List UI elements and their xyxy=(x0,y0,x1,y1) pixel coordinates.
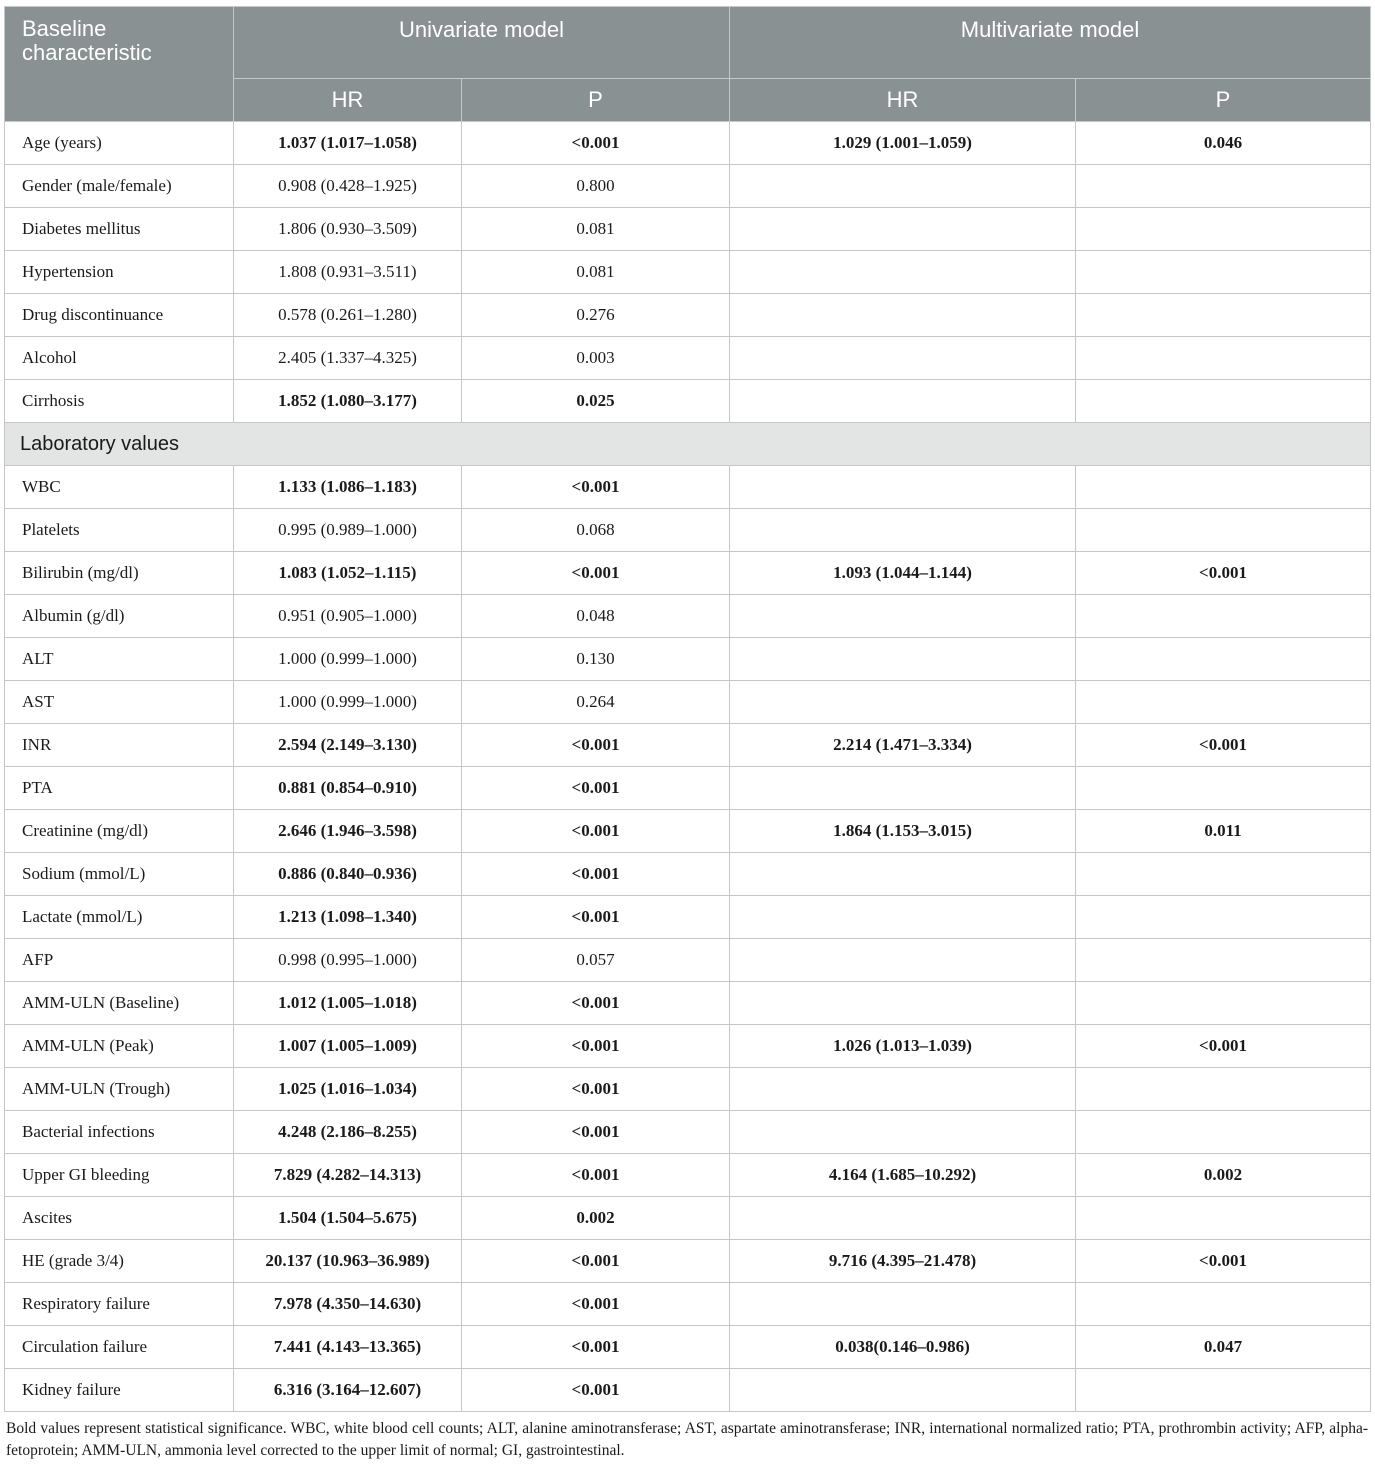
row-label: Gender (male/female) xyxy=(5,165,234,208)
table-row xyxy=(5,810,1371,853)
univariate-p-cell: <0.001 xyxy=(462,1369,730,1412)
univariate-hr-cell: 6.316 (3.164–12.607) xyxy=(234,1369,462,1412)
univariate-hr-cell: 7.829 (4.282–14.313) xyxy=(234,1154,462,1197)
univariate-hr-cell: 1.007 (1.005–1.009) xyxy=(234,1025,462,1068)
univariate-hr-cell: 1.025 (1.016–1.034) xyxy=(234,1068,462,1111)
univariate-p-cell: 0.003 xyxy=(462,337,730,380)
hazard-ratio-table-container xyxy=(4,6,1370,1462)
table-row xyxy=(5,251,1371,294)
univariate-p-cell: <0.001 xyxy=(462,724,730,767)
univariate-hr-cell: 2.405 (1.337–4.325) xyxy=(234,337,462,380)
univariate-p-cell: 0.081 xyxy=(462,208,730,251)
multivariate-hr-cell: 1.864 (1.153–3.015) xyxy=(730,810,1076,853)
univariate-hr-cell: 1.083 (1.052–1.115) xyxy=(234,552,462,595)
multivariate-p-cell xyxy=(1076,853,1371,896)
row-label: Bacterial infections xyxy=(5,1111,234,1154)
table-footnote: Bold values represent statistical significance. WBC, white blood cell counts; ALT, alanine aminotransferase; AST, aspartate aminotransferase; INR, international normalized ratio; PTA, prothrombin activity; AFP, alpha-fetoprotein; AMM-ULN, ammonia level corrected to the upper limit of normal; GI, gastrointestinal. xyxy=(6,1420,1368,1459)
table-row xyxy=(5,1369,1371,1412)
row-label: AMM-ULN (Baseline) xyxy=(5,982,234,1025)
multivariate-hr-cell xyxy=(730,638,1076,681)
univariate-p-cell: <0.001 xyxy=(462,1068,730,1111)
multivariate-hr-cell xyxy=(730,466,1076,509)
univariate-p-cell: 0.130 xyxy=(462,638,730,681)
row-label: Age (years) xyxy=(5,122,234,165)
univariate-p-cell: 0.057 xyxy=(462,939,730,982)
row-label: Drug discontinuance xyxy=(5,294,234,337)
multivariate-hr-cell xyxy=(730,982,1076,1025)
univariate-hr-cell: 2.646 (1.946–3.598) xyxy=(234,810,462,853)
univariate-p-cell: <0.001 xyxy=(462,1326,730,1369)
table-body xyxy=(5,122,1371,1412)
table-row xyxy=(5,1068,1371,1111)
univariate-hr-cell: 0.908 (0.428–1.925) xyxy=(234,165,462,208)
multivariate-p-cell: 0.046 xyxy=(1076,122,1371,165)
multivariate-p-cell xyxy=(1076,251,1371,294)
multivariate-p-cell xyxy=(1076,380,1371,423)
univariate-p-cell: <0.001 xyxy=(462,1283,730,1326)
row-label: Ascites xyxy=(5,1197,234,1240)
univariate-hr-cell: 1.852 (1.080–3.177) xyxy=(234,380,462,423)
univariate-hr-cell: 4.248 (2.186–8.255) xyxy=(234,1111,462,1154)
table-row xyxy=(5,208,1371,251)
multivariate-p-cell: 0.002 xyxy=(1076,1154,1371,1197)
row-label: Diabetes mellitus xyxy=(5,208,234,251)
multivariate-p-cell: 0.047 xyxy=(1076,1326,1371,1369)
univariate-hr-cell: 0.998 (0.995–1.000) xyxy=(234,939,462,982)
univariate-hr-cell: 1.504 (1.504–5.675) xyxy=(234,1197,462,1240)
univariate-p-cell: <0.001 xyxy=(462,1025,730,1068)
univariate-p-cell: <0.001 xyxy=(462,1111,730,1154)
univariate-p-cell: <0.001 xyxy=(462,552,730,595)
table-row xyxy=(5,1326,1371,1369)
multivariate-hr-cell xyxy=(730,165,1076,208)
row-label: Hypertension xyxy=(5,251,234,294)
multivariate-p-cell xyxy=(1076,1197,1371,1240)
table-row xyxy=(5,1197,1371,1240)
multivariate-p-cell: <0.001 xyxy=(1076,1240,1371,1283)
univariate-p-cell: 0.025 xyxy=(462,380,730,423)
table-row xyxy=(5,595,1371,638)
table-row xyxy=(5,380,1371,423)
univariate-p-cell: 0.276 xyxy=(462,294,730,337)
univariate-hr-cell: 1.133 (1.086–1.183) xyxy=(234,466,462,509)
row-label: Platelets xyxy=(5,509,234,552)
row-label: HE (grade 3/4) xyxy=(5,1240,234,1283)
hazard-ratio-table xyxy=(4,6,1371,1412)
multivariate-p-cell xyxy=(1076,982,1371,1025)
univariate-hr-cell: 20.137 (10.963–36.989) xyxy=(234,1240,462,1283)
multivariate-p-cell xyxy=(1076,1283,1371,1326)
multivariate-p-cell xyxy=(1076,1111,1371,1154)
table-row xyxy=(5,466,1371,509)
row-label: Bilirubin (mg/dl) xyxy=(5,552,234,595)
univariate-p-cell: <0.001 xyxy=(462,466,730,509)
row-label: Cirrhosis xyxy=(5,380,234,423)
row-label: Albumin (g/dl) xyxy=(5,595,234,638)
multivariate-hr-cell xyxy=(730,681,1076,724)
header-univariate-p: P xyxy=(462,79,730,122)
table-row xyxy=(5,853,1371,896)
multivariate-p-cell xyxy=(1076,466,1371,509)
univariate-hr-cell: 0.578 (0.261–1.280) xyxy=(234,294,462,337)
univariate-p-cell: <0.001 xyxy=(462,982,730,1025)
row-label: ALT xyxy=(5,638,234,681)
multivariate-hr-cell xyxy=(730,767,1076,810)
multivariate-p-cell: <0.001 xyxy=(1076,552,1371,595)
multivariate-hr-cell xyxy=(730,939,1076,982)
multivariate-hr-cell xyxy=(730,1111,1076,1154)
univariate-p-cell: <0.001 xyxy=(462,122,730,165)
row-label: Circulation failure xyxy=(5,1326,234,1369)
univariate-hr-cell: 7.978 (4.350–14.630) xyxy=(234,1283,462,1326)
univariate-hr-cell: 2.594 (2.149–3.130) xyxy=(234,724,462,767)
multivariate-hr-cell: 1.093 (1.044–1.144) xyxy=(730,552,1076,595)
table-row xyxy=(5,552,1371,595)
table-row xyxy=(5,896,1371,939)
univariate-p-cell: 0.264 xyxy=(462,681,730,724)
multivariate-hr-cell xyxy=(730,595,1076,638)
univariate-p-cell: 0.068 xyxy=(462,509,730,552)
univariate-p-cell: <0.001 xyxy=(462,1240,730,1283)
table-row xyxy=(5,294,1371,337)
multivariate-hr-cell xyxy=(730,208,1076,251)
univariate-hr-cell: 7.441 (4.143–13.365) xyxy=(234,1326,462,1369)
section-label: Laboratory values xyxy=(5,423,1371,466)
univariate-p-cell: <0.001 xyxy=(462,1154,730,1197)
table-row xyxy=(5,509,1371,552)
row-label: Respiratory failure xyxy=(5,1283,234,1326)
table-row xyxy=(5,939,1371,982)
row-label: Kidney failure xyxy=(5,1369,234,1412)
univariate-p-cell: 0.800 xyxy=(462,165,730,208)
multivariate-hr-cell: 2.214 (1.471–3.334) xyxy=(730,724,1076,767)
multivariate-p-cell xyxy=(1076,294,1371,337)
table-row xyxy=(5,165,1371,208)
header-univariate-hr: HR xyxy=(234,79,462,122)
header-baseline-characteristic: Baseline characteristic xyxy=(5,7,234,122)
table-row xyxy=(5,1111,1371,1154)
table-row xyxy=(5,638,1371,681)
multivariate-hr-cell xyxy=(730,380,1076,423)
table-row xyxy=(5,122,1371,165)
multivariate-hr-cell xyxy=(730,1197,1076,1240)
multivariate-hr-cell xyxy=(730,337,1076,380)
row-label: AMM-ULN (Peak) xyxy=(5,1025,234,1068)
multivariate-p-cell xyxy=(1076,638,1371,681)
univariate-p-cell: <0.001 xyxy=(462,767,730,810)
table-row xyxy=(5,1025,1371,1068)
multivariate-hr-cell xyxy=(730,294,1076,337)
row-label: Sodium (mmol/L) xyxy=(5,853,234,896)
multivariate-p-cell xyxy=(1076,337,1371,380)
univariate-p-cell: 0.002 xyxy=(462,1197,730,1240)
univariate-hr-cell: 0.995 (0.989–1.000) xyxy=(234,509,462,552)
multivariate-hr-cell xyxy=(730,1068,1076,1111)
row-label: PTA xyxy=(5,767,234,810)
header-multivariate-p: P xyxy=(1076,79,1371,122)
multivariate-hr-cell xyxy=(730,1369,1076,1412)
table-row xyxy=(5,1283,1371,1326)
row-label: Upper GI bleeding xyxy=(5,1154,234,1197)
multivariate-hr-cell: 0.038(0.146–0.986) xyxy=(730,1326,1076,1369)
multivariate-p-cell: <0.001 xyxy=(1076,724,1371,767)
table-row xyxy=(5,1240,1371,1283)
multivariate-hr-cell xyxy=(730,1283,1076,1326)
row-label: AMM-ULN (Trough) xyxy=(5,1068,234,1111)
univariate-hr-cell: 1.037 (1.017–1.058) xyxy=(234,122,462,165)
multivariate-hr-cell: 9.716 (4.395–21.478) xyxy=(730,1240,1076,1283)
table-row xyxy=(5,1154,1371,1197)
multivariate-hr-cell: 1.026 (1.013–1.039) xyxy=(730,1025,1076,1068)
section-row-laboratory-values xyxy=(5,423,1371,466)
header-multivariate-hr: HR xyxy=(730,79,1076,122)
multivariate-p-cell xyxy=(1076,595,1371,638)
table-row xyxy=(5,724,1371,767)
multivariate-hr-cell: 4.164 (1.685–10.292) xyxy=(730,1154,1076,1197)
univariate-hr-cell: 1.000 (0.999–1.000) xyxy=(234,638,462,681)
multivariate-p-cell: 0.011 xyxy=(1076,810,1371,853)
row-label: Creatinine (mg/dl) xyxy=(5,810,234,853)
table-row xyxy=(5,681,1371,724)
univariate-hr-cell: 1.000 (0.999–1.000) xyxy=(234,681,462,724)
univariate-hr-cell: 1.213 (1.098–1.340) xyxy=(234,896,462,939)
table-row xyxy=(5,337,1371,380)
univariate-p-cell: <0.001 xyxy=(462,810,730,853)
multivariate-p-cell xyxy=(1076,208,1371,251)
multivariate-p-cell: <0.001 xyxy=(1076,1025,1371,1068)
row-label: INR xyxy=(5,724,234,767)
univariate-hr-cell: 1.808 (0.931–3.511) xyxy=(234,251,462,294)
multivariate-p-cell xyxy=(1076,896,1371,939)
multivariate-hr-cell xyxy=(730,853,1076,896)
multivariate-p-cell xyxy=(1076,767,1371,810)
header-univariate-model: Univariate model xyxy=(234,7,730,79)
table-row xyxy=(5,767,1371,810)
multivariate-p-cell xyxy=(1076,509,1371,552)
multivariate-hr-cell xyxy=(730,251,1076,294)
univariate-p-cell: <0.001 xyxy=(462,896,730,939)
univariate-hr-cell: 0.951 (0.905–1.000) xyxy=(234,595,462,638)
univariate-p-cell: 0.081 xyxy=(462,251,730,294)
table-row xyxy=(5,982,1371,1025)
multivariate-p-cell xyxy=(1076,681,1371,724)
row-label: AST xyxy=(5,681,234,724)
multivariate-p-cell xyxy=(1076,1068,1371,1111)
univariate-p-cell: <0.001 xyxy=(462,853,730,896)
univariate-hr-cell: 0.881 (0.854–0.910) xyxy=(234,767,462,810)
multivariate-p-cell xyxy=(1076,1369,1371,1412)
row-label: Lactate (mmol/L) xyxy=(5,896,234,939)
row-label: Alcohol xyxy=(5,337,234,380)
multivariate-p-cell xyxy=(1076,165,1371,208)
multivariate-p-cell xyxy=(1076,939,1371,982)
header-multivariate-model: Multivariate model xyxy=(730,7,1371,79)
row-label: WBC xyxy=(5,466,234,509)
univariate-p-cell: 0.048 xyxy=(462,595,730,638)
multivariate-hr-cell xyxy=(730,509,1076,552)
multivariate-hr-cell: 1.029 (1.001–1.059) xyxy=(730,122,1076,165)
row-label: AFP xyxy=(5,939,234,982)
univariate-hr-cell: 0.886 (0.840–0.936) xyxy=(234,853,462,896)
univariate-hr-cell: 1.012 (1.005–1.018) xyxy=(234,982,462,1025)
table-header xyxy=(5,7,1371,122)
univariate-hr-cell: 1.806 (0.930–3.509) xyxy=(234,208,462,251)
multivariate-hr-cell xyxy=(730,896,1076,939)
